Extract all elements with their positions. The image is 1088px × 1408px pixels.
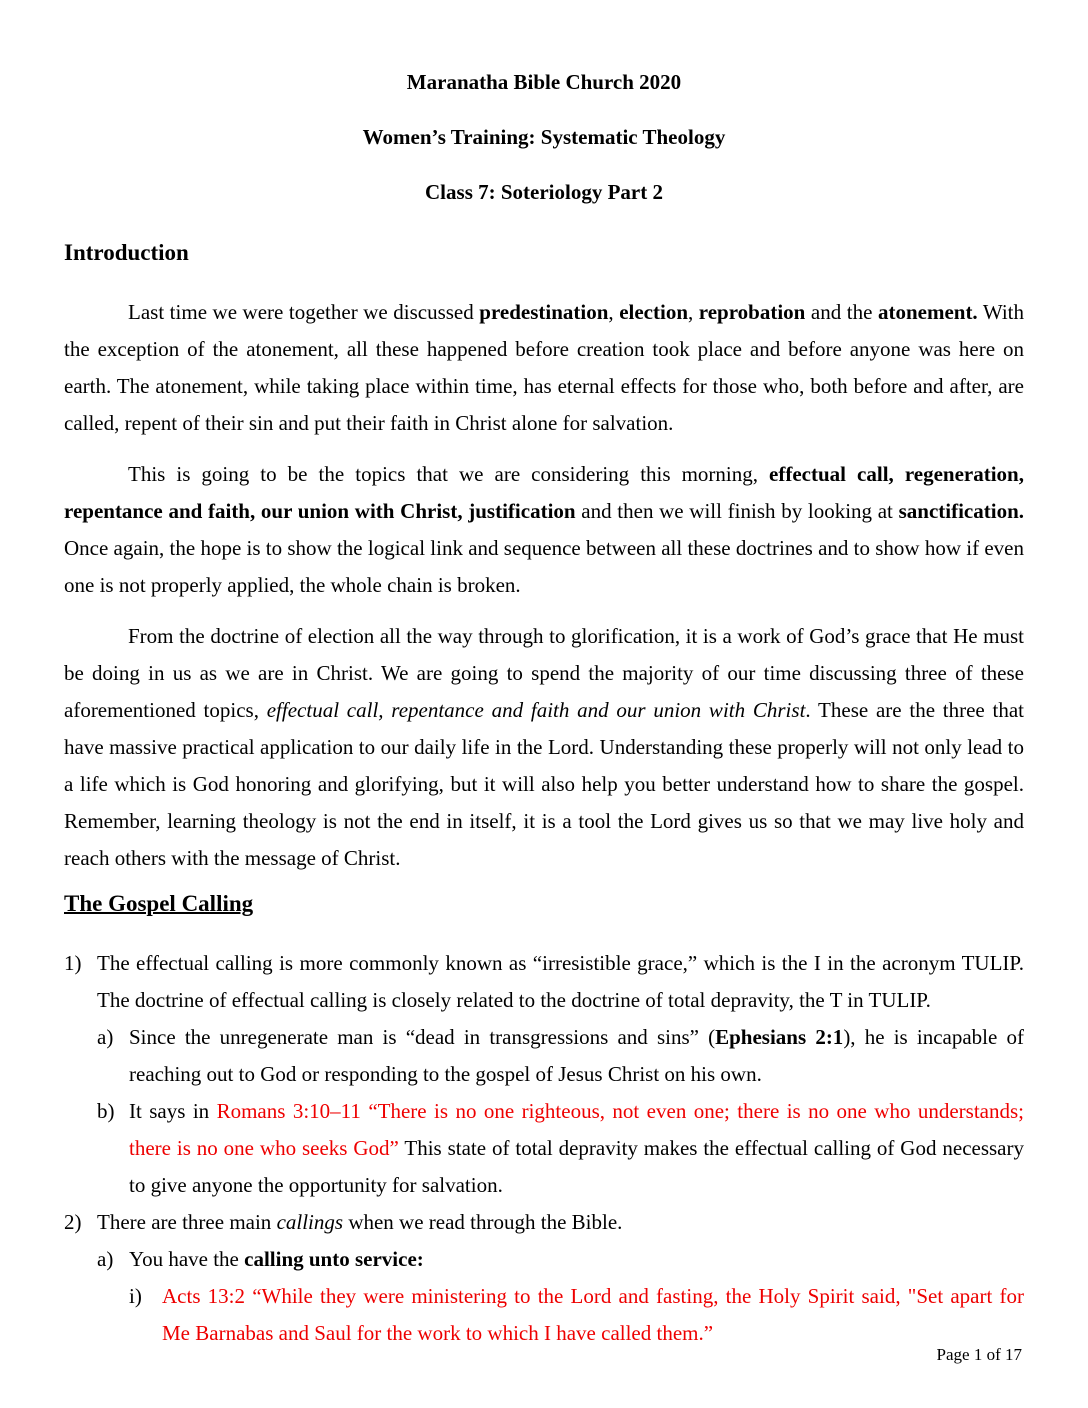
gospel-calling-list [64,945,1024,1352]
list-item-1a [97,1019,1024,1093]
list-item-1b [97,1093,1024,1204]
list-item-2a [97,1241,1024,1278]
doc-title-class: Class 7: Soteriology Part 2 [425,180,663,204]
list-item-2a-i [129,1278,1024,1352]
list-item-text: There are three main callings when we read through the Bible. [97,1210,623,1234]
list-marker: a) [97,1025,114,1049]
list-marker: a) [97,1247,114,1271]
list-marker: b) [97,1099,115,1123]
heading-gospel-calling: The Gospel Calling [64,891,254,916]
list-marker: 1) [64,951,82,975]
list-item-text: Since the unregenerate man is “dead in transgressions and sins” (Ephesians 2:1), he is incapable of reaching out to God or responding to the gospel of Jesus Christ on his own. [129,1025,1024,1086]
heading-introduction: Introduction [64,240,189,265]
doc-title-church-year: Maranatha Bible Church 2020 [406,70,682,94]
page-number-footer: Page 1 of 17 [936,1345,1022,1364]
list-item-1 [64,945,1024,1019]
intro-paragraph-1: Last time we were together we discussed predestination, election, reprobation and the atonement. With the exception of the atonement, all these happened before creation took place and before anyone was here on earth. The atonement, while taking place within time, has eternal effects for those who, both before and after, are called, repent of their sin and put their faith in Christ alone for salvation. [64,300,1024,435]
list-marker: 2) [64,1210,82,1234]
list-item-text: It says in Romans 3:10–11 “There is no one righteous, not even one; there is no one who understands; there is no one who seeks God” This state of total depravity makes the effectual calling of God necessary to give anyone the opportunity for salvation. [129,1099,1025,1197]
list-item-text: You have the calling unto service: [129,1247,424,1271]
list-item-text: The effectual calling is more commonly known as “irresistible grace,” which is the I in the acronym TULIP. The doctrine of effectual calling is closely related to the doctrine of total depravity, the T in TULIP. [97,951,1024,1012]
intro-paragraph-3: From the doctrine of election all the way through to glorification, it is a work of God’s grace that He must be doing in us as we are in Christ. We are going to spend the majority of our time discussing three of these aforementioned topics, effectual call, repentance and faith and our union with Christ. These are the three that have massive practical application to our daily life in the Lord. Understanding these properly will not only lead to a life which is God honoring and glorifying, but it will also help you better understand how to share the gospel. Remember, learning theology is not the end in itself, it is a tool the Lord gives us so that we may live holy and reach others with the message of Christ. [64,624,1025,870]
list-marker: i) [129,1284,142,1308]
list-item-text: Acts 13:2 “While they were ministering to the Lord and fasting, the Holy Spirit said, "Set apart for Me Barnabas and Saul for the work to which I have called them.” [162,1284,1024,1345]
intro-paragraph-2: This is going to be the topics that we are considering this morning, effectual call, regeneration, repentance and faith, our union with Christ, justification and then we will finish by looking at sanctification. Once again, the hope is to show the logical link and sequence between all these doctrines and to show how if even one is not properly applied, the whole chain is broken. [64,462,1024,597]
doc-title-series: Women’s Training: Systematic Theology [362,125,726,149]
list-item-2 [64,1204,1024,1241]
